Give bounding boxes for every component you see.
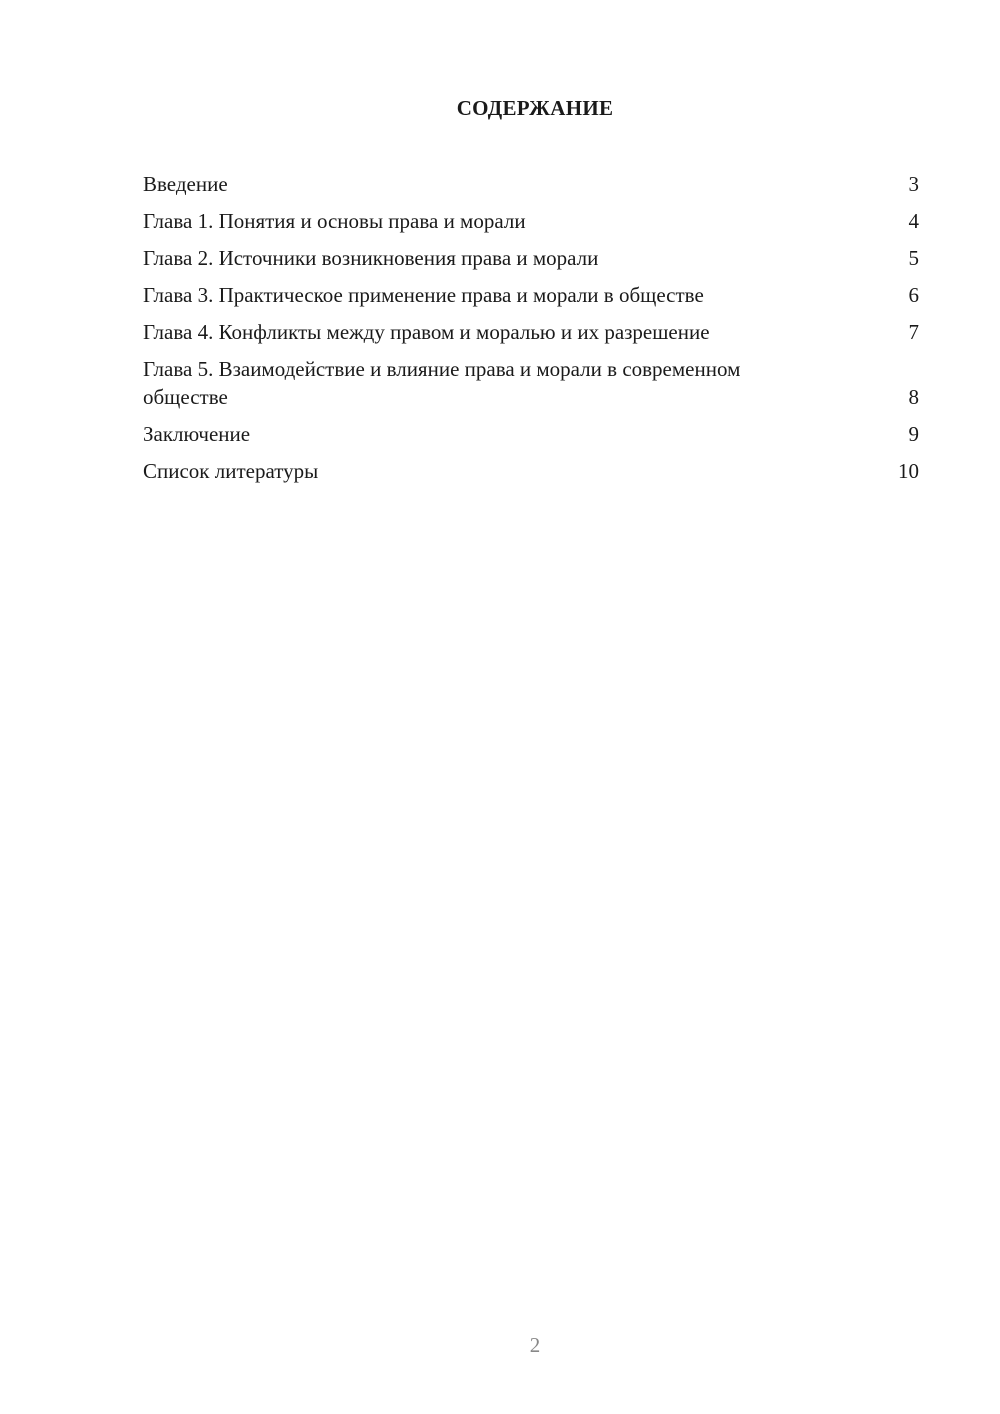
page-title: СОДЕРЖАНИЕ [456, 96, 614, 120]
toc-entry-page: 10 [898, 459, 919, 483]
toc-entry-chapter-1 [143, 207, 919, 235]
toc-entry-label: Список литературы [143, 459, 319, 483]
toc-entry-chapter-2 [143, 244, 919, 272]
toc-entry-references [143, 457, 919, 485]
toc-entry-label: Глава 2. Источники возникновения права и морали [143, 246, 599, 270]
toc-entry-conclusion [143, 420, 919, 448]
toc-entry-label: Глава 3. Практическое применение права и морали в обществе [143, 283, 704, 307]
table-of-contents [143, 170, 919, 494]
toc-entry-label: Заключение [143, 422, 251, 446]
toc-entry-chapter-4 [143, 318, 919, 346]
toc-entry-chapter-3 [143, 281, 919, 309]
toc-entry-page: 3 [908, 172, 919, 196]
toc-entry-page: 8 [908, 385, 919, 409]
toc-entry-page: 9 [908, 422, 919, 446]
toc-entry-page: 6 [908, 283, 919, 307]
toc-entry-page: 5 [908, 246, 919, 270]
toc-entry-label: Глава 5. Взаимодействие и влияние права и морали в современном обществе [143, 357, 741, 409]
toc-entry-label: Глава 4. Конфликты между правом и моралью и их разрешение [143, 320, 710, 344]
toc-entry-label: Глава 1. Понятия и основы права и морали [143, 209, 526, 233]
page-number: 2 [529, 1333, 541, 1357]
toc-entry-introduction [143, 170, 919, 198]
toc-entry-page: 4 [908, 209, 919, 233]
toc-entry-chapter-5 [143, 355, 919, 411]
toc-entry-page: 7 [908, 320, 919, 344]
toc-entry-label: Введение [143, 172, 228, 196]
